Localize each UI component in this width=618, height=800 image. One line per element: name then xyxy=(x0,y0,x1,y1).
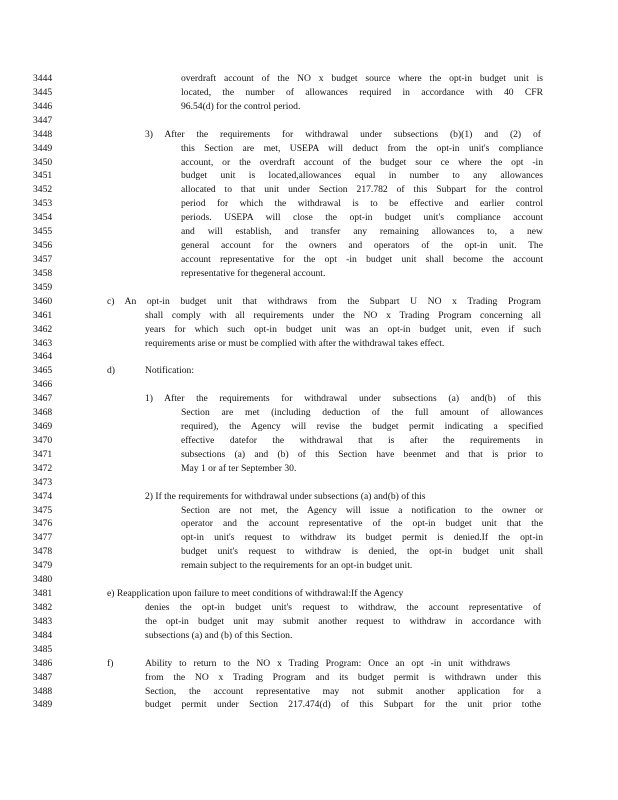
line-text: representative for thegeneral account. xyxy=(181,267,326,279)
line-number: 3445 xyxy=(33,86,53,98)
document-line xyxy=(0,239,618,253)
line-text: operator and the account representative of the opt-in budget unit that the xyxy=(181,518,543,530)
line-text: Notification: xyxy=(145,365,195,377)
document-line xyxy=(0,559,618,573)
line-number: 3484 xyxy=(33,629,53,641)
document-line xyxy=(0,462,618,476)
document-line xyxy=(0,364,618,378)
line-number: 3477 xyxy=(33,532,53,544)
line-text: shall comply with all requirements under the NO x Trading Program concerning all xyxy=(145,309,541,321)
document-line xyxy=(0,72,618,86)
line-number: 3464 xyxy=(33,351,53,363)
line-number: 3444 xyxy=(33,73,53,84)
line-number: 3488 xyxy=(33,685,53,697)
document-line xyxy=(0,281,618,295)
document-line xyxy=(0,183,618,197)
document-line xyxy=(0,323,618,337)
line-number: 3487 xyxy=(33,671,53,683)
document-line xyxy=(0,615,618,629)
line-number: 3456 xyxy=(33,240,53,251)
line-number: 3454 xyxy=(33,212,53,224)
line-text: and will establish, and transfer any remaining allowances to, a new xyxy=(181,226,543,238)
line-text: overdraft account of the NO x budget source where the opt-in budget unit is xyxy=(181,73,543,84)
line-text: period for which the withdrawal is to be effective and earlier control xyxy=(181,198,543,210)
line-text: required), the Agency will revise the budget permit indicating a specified xyxy=(181,421,543,432)
document-line xyxy=(0,309,618,323)
line-text: general account for the owners and operators of the opt-in unit. The xyxy=(181,240,543,251)
document-line xyxy=(0,114,618,128)
document-line xyxy=(0,490,618,504)
line-number: 3483 xyxy=(33,615,53,627)
line-text: this Section are met, USEPA will deduct from the opt-in unit's compliance xyxy=(181,142,543,154)
line-number: 3466 xyxy=(33,379,53,391)
line-text: effective datefor the withdrawal that is after the requirements in xyxy=(181,434,543,446)
document-line xyxy=(0,685,618,699)
line-text: e) Reapplication upon failure to meet conditions of withdrawal:If the Agency xyxy=(107,588,404,599)
document-line xyxy=(0,434,618,448)
line-text: years for which such opt-in budget unit was an opt-in budget unit, even if such xyxy=(145,323,541,335)
document-line xyxy=(0,545,618,559)
line-text: Section, the account representative may not submit another application for a xyxy=(145,685,541,697)
line-number: 3475 xyxy=(33,504,53,516)
document-line xyxy=(0,698,618,712)
line-text: periods. USEPA will close the opt-in budget unit's compliance account xyxy=(181,212,543,224)
line-number: 3461 xyxy=(33,309,53,321)
line-number: 3482 xyxy=(33,602,53,613)
document-line xyxy=(0,169,618,183)
line-number: 3478 xyxy=(33,546,53,558)
line-number: 3489 xyxy=(33,699,53,711)
line-text: budget unit's request to withdraw is denied, the opt-in budget unit shall xyxy=(181,546,543,558)
line-number: 3457 xyxy=(33,254,53,265)
document-line xyxy=(0,197,618,211)
document-line xyxy=(0,295,618,309)
document-line xyxy=(0,378,618,392)
document-line xyxy=(0,517,618,531)
line-text: Ability to return to the NO x Trading Program: Once an opt -in unit withdraws xyxy=(145,657,510,669)
line-text: the opt-in budget unit may submit another request to withdraw in accordance with xyxy=(145,615,541,627)
line-number: 3460 xyxy=(33,295,53,307)
line-number: 3448 xyxy=(33,128,53,140)
line-text: 2) If the requirements for withdrawal under subsections (a) and(b) of this xyxy=(145,490,426,502)
line-text: allocated to that unit under Section 217.782 of this Subpart for the control xyxy=(181,184,543,196)
document-line xyxy=(0,100,618,114)
line-text: 3) After the requirements for withdrawal under subsections (b)(1) and (2) of xyxy=(145,128,541,140)
line-number: 3451 xyxy=(33,170,53,182)
line-number: 3474 xyxy=(33,490,53,502)
document-line xyxy=(0,476,618,490)
line-number: 3447 xyxy=(33,114,53,126)
document-line xyxy=(0,671,618,685)
line-number: 3455 xyxy=(33,226,53,238)
subsection-label: d) xyxy=(107,365,115,377)
line-number: 3486 xyxy=(33,657,53,669)
line-number: 3469 xyxy=(33,421,53,432)
document-line xyxy=(0,448,618,462)
line-number: 3471 xyxy=(33,448,53,460)
line-number: 3465 xyxy=(33,365,53,377)
document-line xyxy=(0,337,618,351)
line-number: 3467 xyxy=(33,393,53,405)
document-line xyxy=(0,601,618,615)
line-text: subsections (a) and (b) of this Section have beenmet and that is prior to xyxy=(181,448,543,460)
line-number: 3468 xyxy=(33,407,53,419)
document-line xyxy=(0,531,618,545)
line-number: 3470 xyxy=(33,434,53,446)
document-line xyxy=(0,657,618,671)
line-number: 3473 xyxy=(33,476,53,488)
subsection-label: f) xyxy=(107,657,114,669)
document-line xyxy=(0,253,618,267)
line-text: from the NO x Trading Program and its budget permit is withdrawn under this xyxy=(145,671,541,683)
document-line xyxy=(0,392,618,406)
document-line xyxy=(0,420,618,434)
line-number: 3476 xyxy=(33,518,53,530)
line-number: 3480 xyxy=(33,574,53,586)
document-line xyxy=(0,406,618,420)
line-text: May 1 or af ter September 30. xyxy=(181,462,297,474)
line-number: 3485 xyxy=(33,643,53,655)
line-number: 3453 xyxy=(33,198,53,210)
document-line xyxy=(0,350,618,364)
document-line xyxy=(0,267,618,281)
line-text: 96.54(d) for the control period. xyxy=(181,100,301,112)
document-line xyxy=(0,587,618,601)
line-text: denies the opt-in budget unit's request to withdraw, the account representative of xyxy=(145,602,541,613)
document-line xyxy=(0,156,618,170)
line-text: Section are met (including deduction of the full amount of allowances xyxy=(181,407,543,419)
line-number: 3463 xyxy=(33,337,53,349)
document-line xyxy=(0,225,618,239)
document-line xyxy=(0,128,618,142)
line-text: Section are not met, the Agency will issue a notification to the owner or xyxy=(181,504,543,516)
line-text: 1) After the requirements for withdrawal under subsections (a) and(b) of this xyxy=(145,393,541,405)
line-number: 3462 xyxy=(33,323,53,335)
document-line xyxy=(0,643,618,657)
line-text: opt-in unit's request to withdraw its budget permit is denied.If the opt-in xyxy=(181,532,543,544)
document-line xyxy=(0,211,618,225)
line-number: 3458 xyxy=(33,267,53,279)
line-number: 3446 xyxy=(33,100,53,112)
line-text: budget unit is located,allowances equal in number to any allowances xyxy=(181,170,543,182)
line-number: 3459 xyxy=(33,281,53,293)
line-number: 3479 xyxy=(33,560,53,572)
document-line xyxy=(0,86,618,100)
line-number: 3449 xyxy=(33,142,53,154)
line-number: 3450 xyxy=(33,156,53,168)
line-text: subsections (a) and (b) of this Section. xyxy=(145,629,293,641)
line-text: located, the number of allowances required in accordance with 40 CFR xyxy=(181,86,543,98)
line-number: 3481 xyxy=(33,588,53,599)
line-text: account representative for the opt -in budget unit shall become the account xyxy=(181,254,543,265)
line-text: remain subject to the requirements for an opt-in budget unit. xyxy=(181,560,413,572)
document-line xyxy=(0,573,618,587)
document-line xyxy=(0,142,618,156)
line-text: budget permit under Section 217.474(d) of this Subpart for the unit prior tothe xyxy=(145,699,541,711)
line-text: account, or the overdraft account of the budget sour ce where the opt -in xyxy=(181,156,543,168)
line-number: 3452 xyxy=(33,184,53,196)
line-text: c) An opt-in budget unit that withdraws from the Subpart U NO x Trading Program xyxy=(107,295,541,307)
line-text: requirements arise or must be complied with after the withdrawal takes effect. xyxy=(145,337,445,349)
document-line xyxy=(0,504,618,518)
document-line xyxy=(0,629,618,643)
line-number: 3472 xyxy=(33,462,53,474)
